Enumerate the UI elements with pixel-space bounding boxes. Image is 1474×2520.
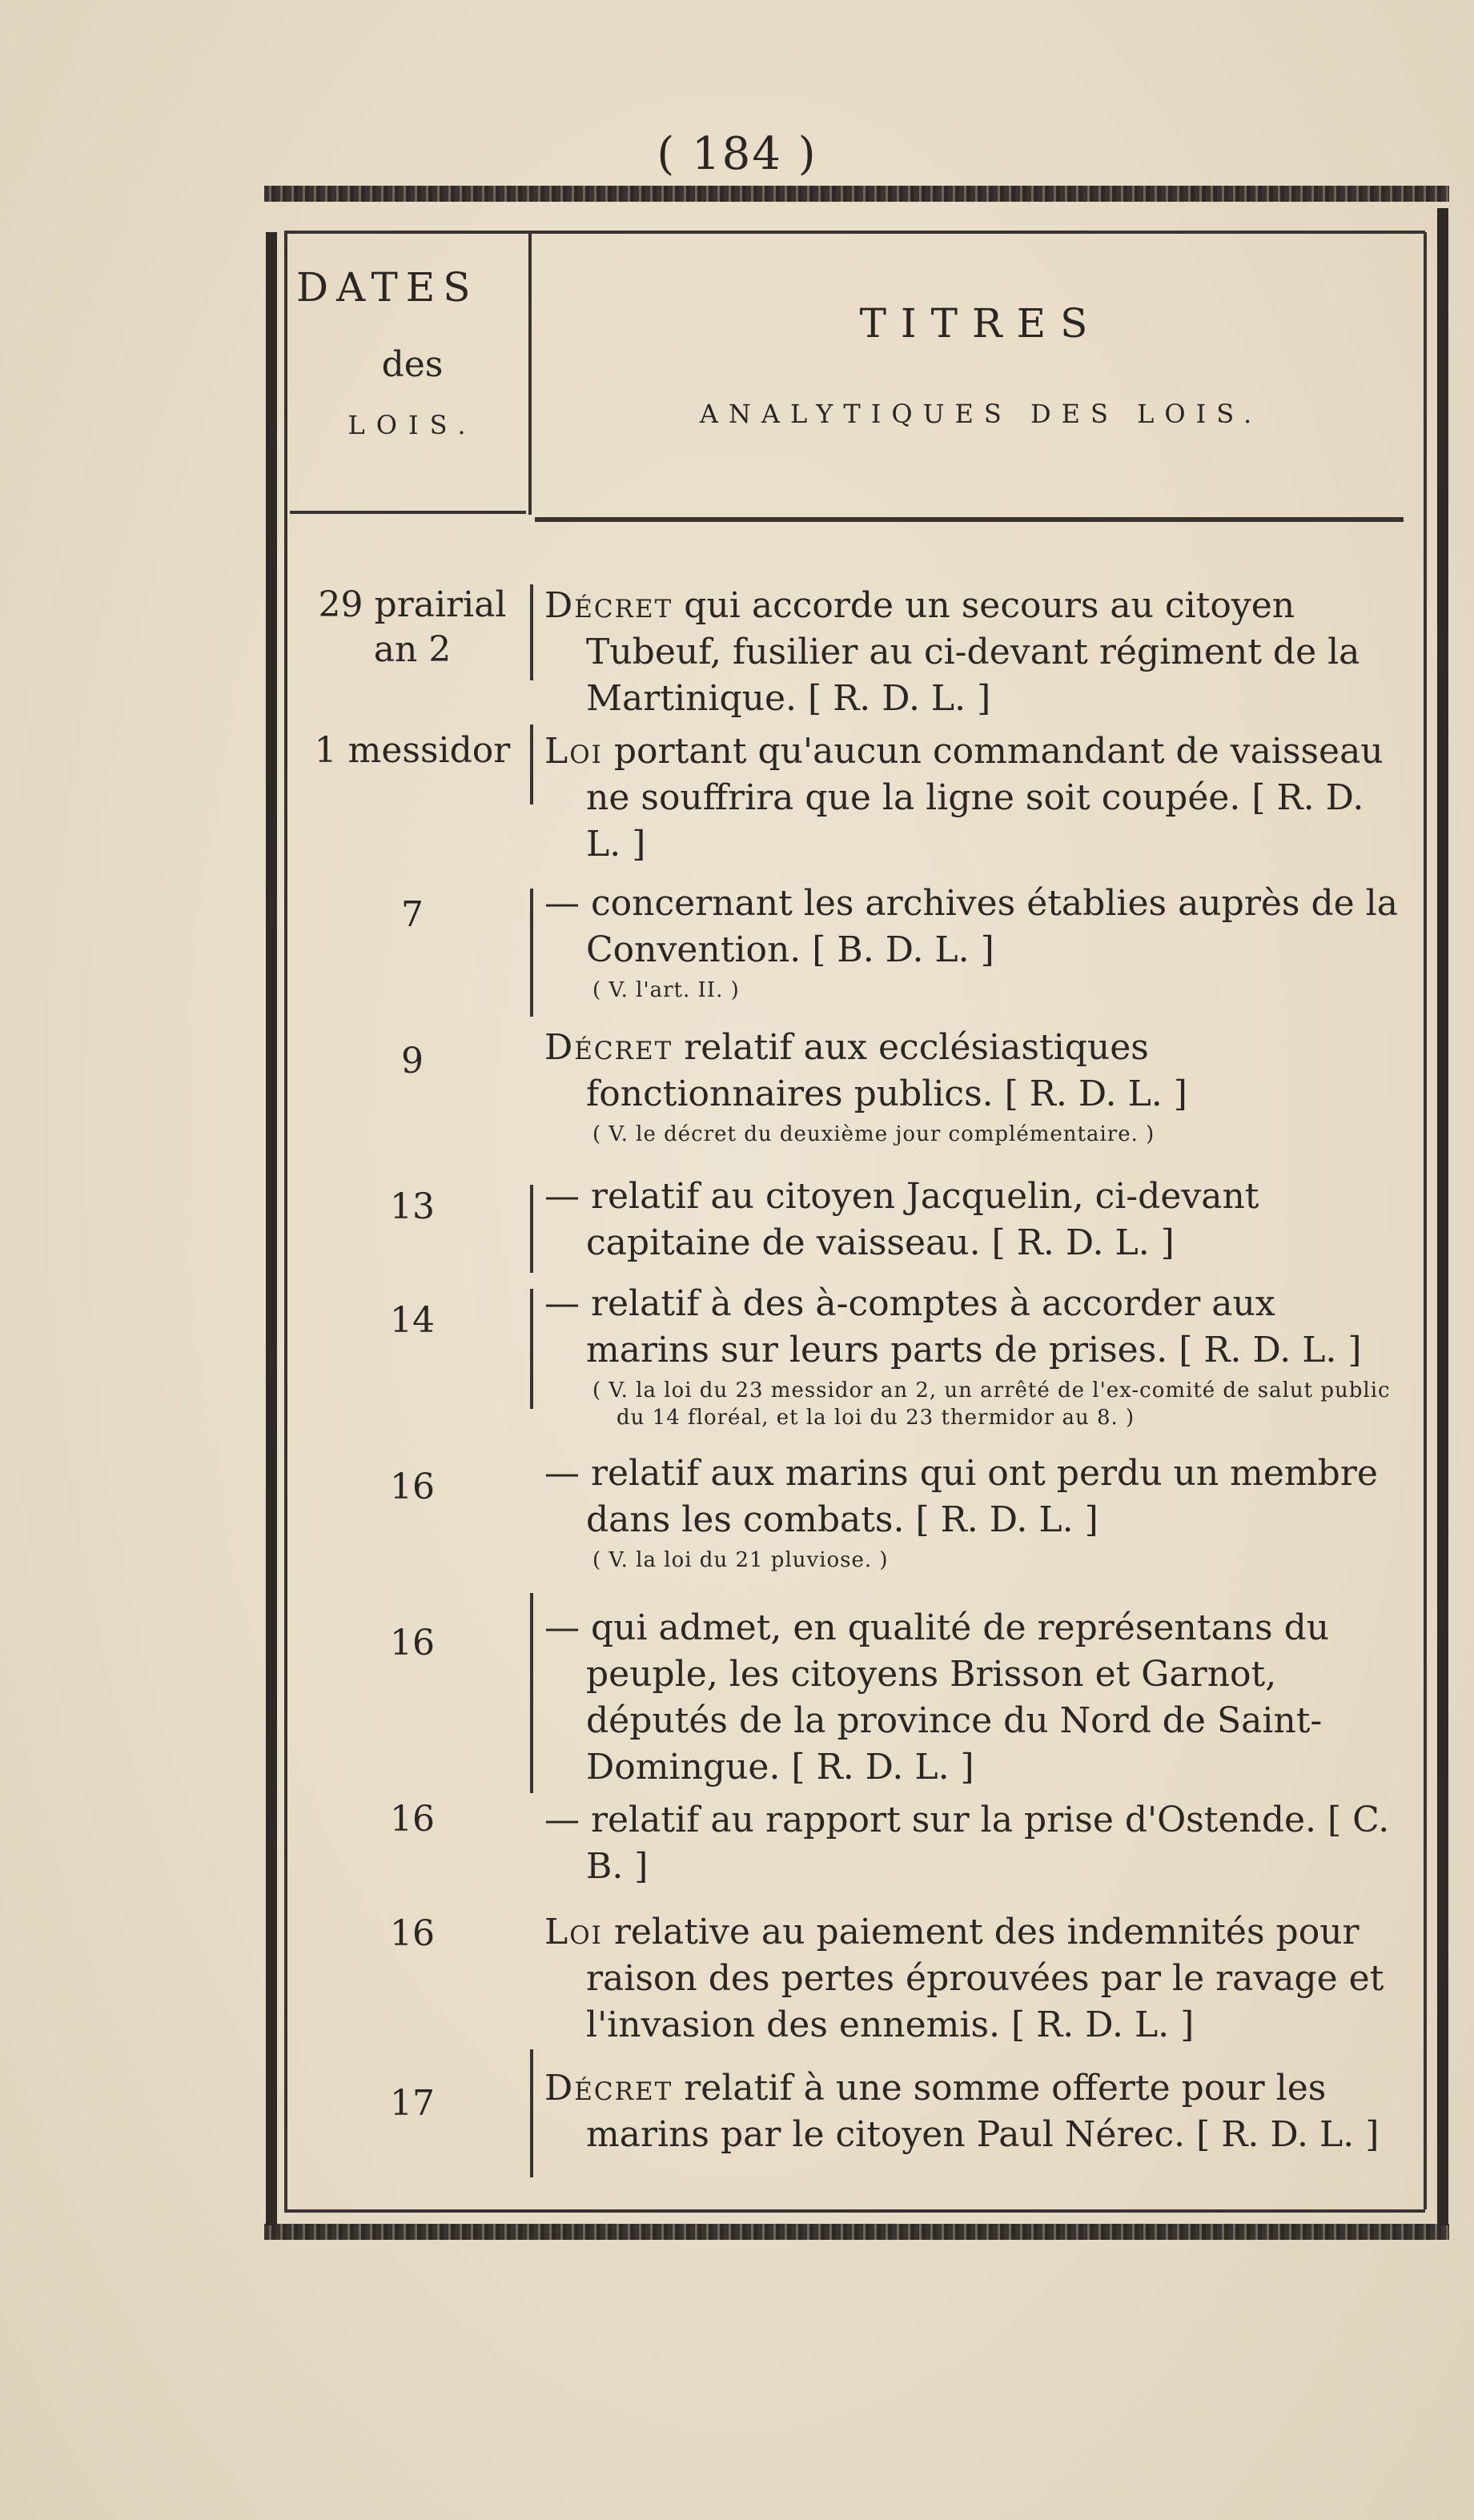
date-text: 16 <box>390 1799 435 1840</box>
law-entry <box>544 583 1409 722</box>
des-label: des <box>381 344 444 385</box>
column-divider <box>530 2049 533 2177</box>
left-border <box>266 232 277 2225</box>
date-text: 16 <box>390 1467 435 1507</box>
law-entry <box>544 728 1409 868</box>
date-text: 14 <box>390 1300 435 1341</box>
date-text: 13 <box>390 1186 435 1227</box>
bottom-ornate-rule <box>264 2224 1449 2240</box>
column-divider <box>530 584 533 680</box>
law-entry <box>544 1909 1409 2049</box>
law-entry <box>544 1174 1409 1266</box>
header-top-rule <box>284 231 1425 234</box>
date-text: 7 <box>401 894 424 935</box>
entry-date <box>296 893 528 937</box>
law-entry <box>544 1451 1409 1574</box>
entry-date <box>296 1912 528 1956</box>
entry-text: qui admet, en qualité de représentans du peuple, les citoyens Brisson et Garnot, députés de la province du Nord de Saint-Domingue. [ R. D. L. ] <box>580 1607 1330 1788</box>
column-divider <box>530 1593 533 1793</box>
entry-date <box>296 583 528 672</box>
table-bottom-rule <box>284 2209 1425 2213</box>
entry-text: portant qu'aucun commandant de vaisseau ne souffrira que la ligne soit coupée. [ R. D. L. ] <box>586 731 1384 865</box>
entry-lead: Décret <box>544 1027 673 1068</box>
date-text: 29 prairial <box>318 584 507 625</box>
law-entry <box>544 1281 1409 1431</box>
right-border <box>1437 208 1448 2225</box>
entry-date <box>296 1039 528 1084</box>
entry-date <box>296 1797 528 1842</box>
date-year: an 2 <box>373 629 452 670</box>
entry-note: ( V. l'art. II. ) <box>592 978 740 1002</box>
entry-date <box>296 1185 528 1230</box>
date-text: 9 <box>401 1041 424 1081</box>
entry-lead: Décret <box>544 585 673 626</box>
entry-date <box>296 1465 528 1510</box>
law-entry <box>544 881 1409 1004</box>
analytiques-subheader: ANALYTIQUES DES LOIS. <box>699 399 1263 429</box>
top-ornate-rule <box>264 186 1449 202</box>
entry-lead: Décret <box>544 2068 673 2109</box>
entry-lead: — <box>544 1800 580 1840</box>
entry-lead: Loi <box>544 731 603 772</box>
titles-header-underline <box>535 517 1404 522</box>
entry-note: ( V. la loi du 23 messidor an 2, un arrêté de l'ex-comité de salut public du 14 floréal, et la loi du 23 thermidor au 8. ) <box>592 1378 1391 1430</box>
entry-lead: Loi <box>544 1912 603 1952</box>
column-divider <box>530 1185 533 1273</box>
date-text: 16 <box>390 1913 435 1954</box>
page-number: ( 184 ) <box>657 128 817 180</box>
column-divider <box>530 1289 533 1409</box>
entry-text: relative au paiement des indemnités pour raison des pertes éprouvées par le ravage et l'invasion des ennemis. [ R. D. L. ] <box>586 1912 1384 2045</box>
entry-text: relatif au citoyen Jacquelin, ci-devant capitaine de vaisseau. [ R. D. L. ] <box>580 1176 1259 1263</box>
entry-note: ( V. la loi du 21 pluviose. ) <box>592 1548 889 1572</box>
entry-lead: — <box>544 1283 580 1324</box>
entry-text: qui accorde un secours au citoyen Tubeuf, fusilier au ci-devant régiment de la Martinique. [ R. D. L. ] <box>586 585 1360 719</box>
entry-text: relatif aux ecclésiastiques fonctionnaires publics. [ R. D. L. ] <box>586 1027 1187 1114</box>
entry-lead: — <box>544 1607 580 1648</box>
entry-date <box>296 1298 528 1343</box>
column-divider <box>530 889 533 1017</box>
entry-lead: — <box>544 1176 580 1217</box>
left-inner-border <box>284 232 287 2209</box>
law-entry <box>544 1797 1409 1890</box>
entry-lead: — <box>544 1453 580 1494</box>
column-divider <box>530 724 533 805</box>
entry-date <box>296 1621 528 1666</box>
lois-label: LOIS. <box>347 410 477 440</box>
entry-text: relatif aux marins qui ont perdu un membre dans les combats. [ R. D. L. ] <box>580 1453 1378 1540</box>
date-text: 1 messidor <box>314 730 511 771</box>
entry-text: concernant les archives établies auprès de la Convention. [ B. D. L. ] <box>580 883 1398 970</box>
law-entry <box>544 1605 1409 1791</box>
date-text: 16 <box>390 1623 435 1663</box>
entry-text: relatif à une somme offerte pour les marins par le citoyen Paul Nérec. [ R. D. L. ] <box>586 2068 1380 2155</box>
date-text: 17 <box>390 2083 435 2124</box>
entry-date <box>296 728 528 773</box>
law-entry <box>544 1025 1409 1148</box>
entry-note: ( V. le décret du deuxième jour complémentaire. ) <box>592 1122 1155 1146</box>
titres-column-header: TITRES <box>859 300 1102 347</box>
dates-column-header: DATES <box>296 264 479 311</box>
entry-text: relatif au rapport sur la prise d'Ostende. [ C. B. ] <box>580 1800 1390 1887</box>
right-inner-border <box>1424 232 1427 2209</box>
column-divider-header <box>528 231 532 515</box>
entry-lead: — <box>544 883 580 924</box>
dates-header-underline <box>290 511 526 514</box>
entry-date <box>296 2081 528 2126</box>
entry-text: relatif à des à-comptes à accorder aux marins sur leurs parts de prises. [ R. D. L. ] <box>580 1283 1362 1370</box>
law-entry <box>544 2065 1409 2158</box>
